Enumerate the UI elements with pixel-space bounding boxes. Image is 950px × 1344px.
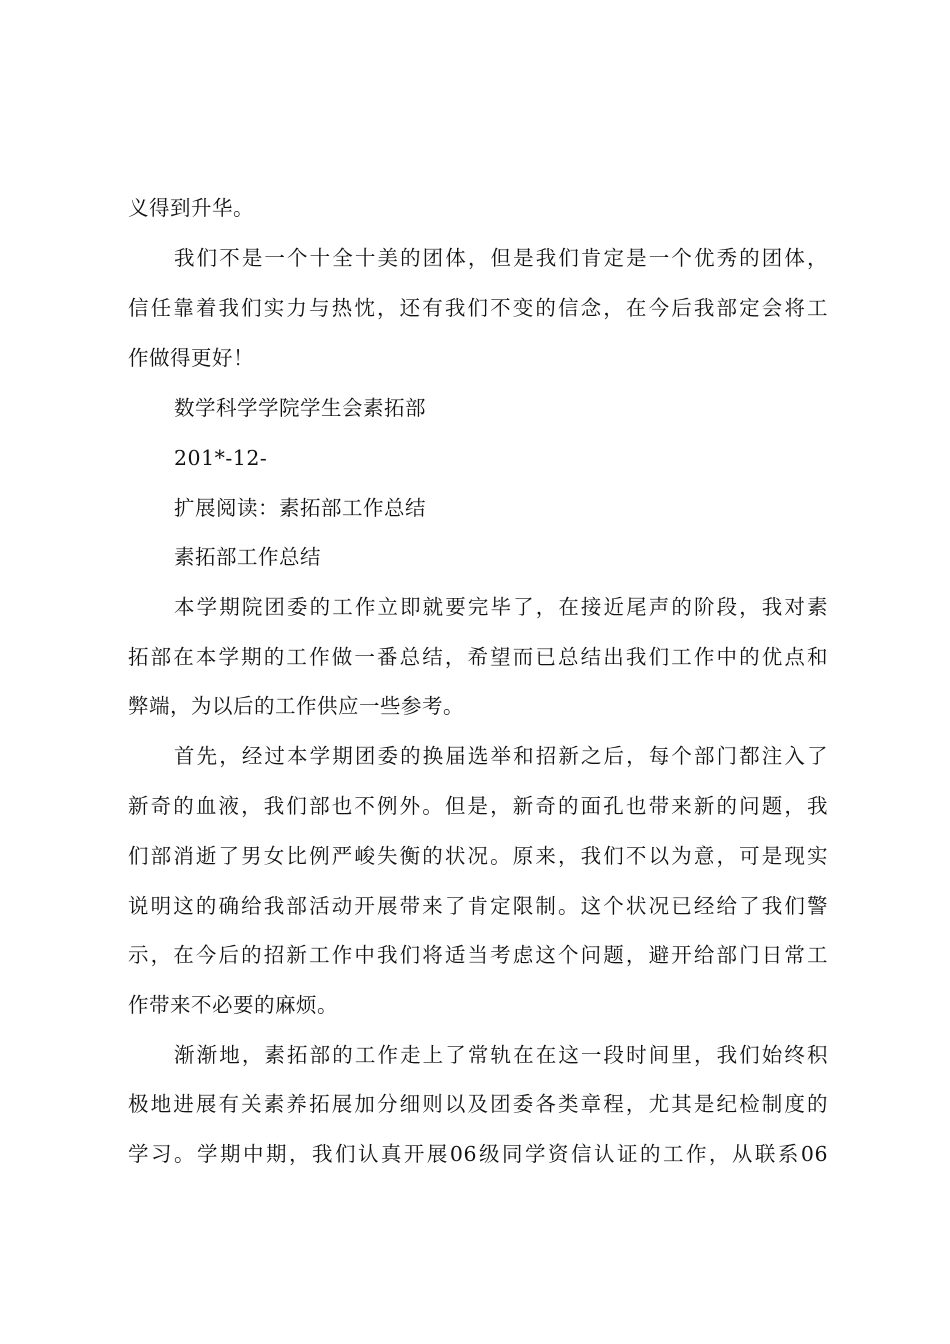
paragraph-line: 新奇的血液，我们部也不例外。但是，新奇的面孔也带来新的问题，我 xyxy=(128,794,828,818)
paragraph-line: 学习。学期中期，我们认真开展06级同学资信认证的工作，从联系06 xyxy=(128,1142,828,1166)
paragraph-line: 示，在今后的招新工作中我们将适当考虑这个问题，避开给部门日常工 xyxy=(128,943,828,967)
paragraph-line: 义得到升华。 xyxy=(128,196,254,220)
paragraph-line: 们部消逝了男女比例严峻失衡的状况。原来，我们不以为意，可是现实 xyxy=(128,844,828,868)
signature-org: 数学科学学院学生会素拓部 xyxy=(174,396,426,420)
section-title: 素拓部工作总结 xyxy=(174,545,321,569)
extended-reading-heading: 扩展阅读：素拓部工作总结 xyxy=(174,496,426,520)
paragraph-line: 说明这的确给我部活动开展带来了肯定限制。这个状况已经给了我们警 xyxy=(128,894,828,918)
paragraph-line: 弊端，为以后的工作供应一些参考。 xyxy=(128,694,464,718)
paragraph-line: 作带来不必要的麻烦。 xyxy=(128,993,338,1017)
paragraph-line: 渐渐地，素拓部的工作走上了常轨在在这一段时间里，我们始终积 xyxy=(174,1043,828,1067)
paragraph-line: 信任靠着我们实力与热忱，还有我们不变的信念，在今后我部定会将工 xyxy=(128,296,828,320)
paragraph-line: 极地进展有关素养拓展加分细则以及团委各类章程，尤其是纪检制度的 xyxy=(128,1092,828,1116)
paragraph-line: 我们不是一个十全十美的团体，但是我们肯定是一个优秀的团体， xyxy=(174,246,828,270)
paragraph-line: 本学期院团委的工作立即就要完毕了，在接近尾声的阶段，我对素 xyxy=(174,595,828,619)
paragraph-line: 拓部在本学期的工作做一番总结，希望而已总结出我们工作中的优点和 xyxy=(128,645,828,669)
paragraph-line: 首先，经过本学期团委的换届选举和招新之后，每个部门都注入了 xyxy=(174,744,828,768)
signature-date: 201*-12- xyxy=(174,446,268,470)
paragraph-line: 作做得更好！ xyxy=(128,346,254,370)
